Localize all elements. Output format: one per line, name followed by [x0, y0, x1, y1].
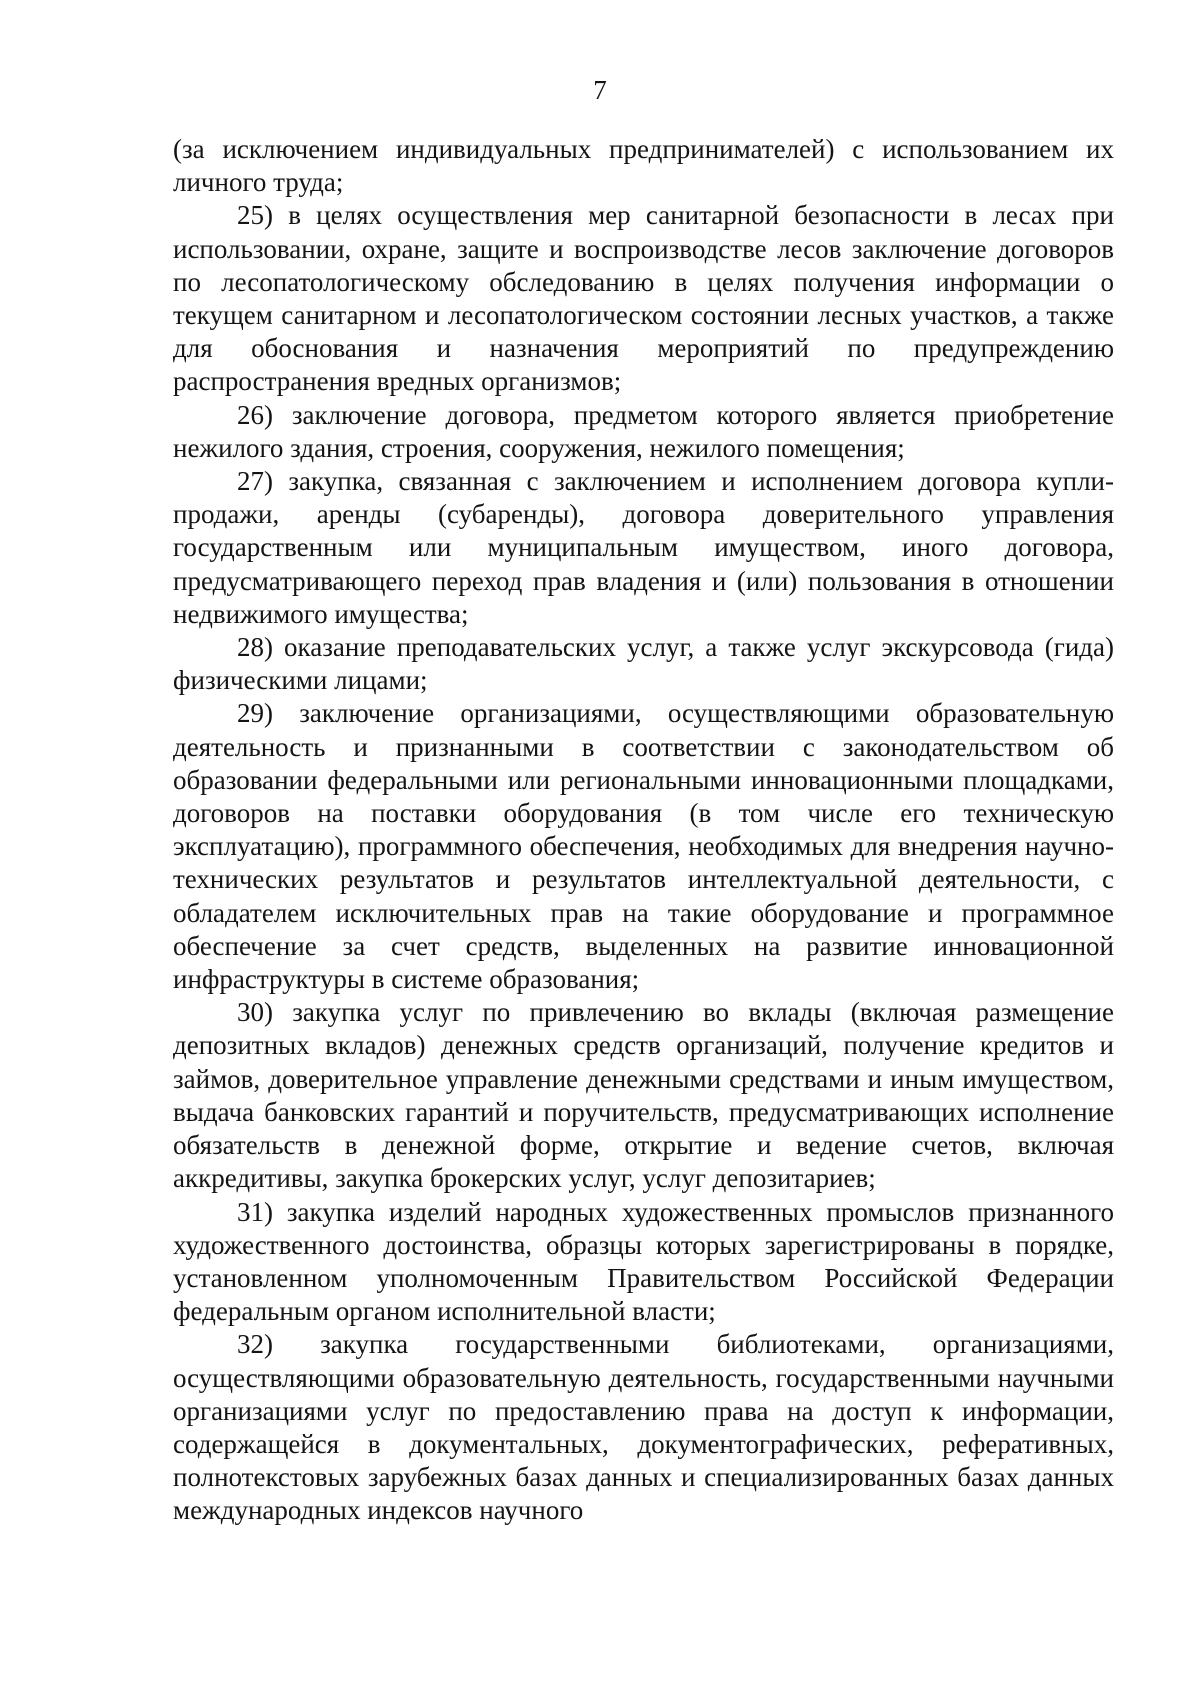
paragraph-continuation: (за исключением индивидуальных предпринимателей) с использованием их личного труда;	[173, 134, 1114, 198]
page-number: 7	[593, 75, 607, 105]
paragraph-item-27: 27) закупка, связанная с заключением и исполнением договора купли-продажи, аренды (субаренды), договора доверительного управления государственным или муниципальным имуществом, иного договора, предусматривающего переход прав владения и (или) пользования в отношении недвижимого имущества;	[173, 466, 1114, 629]
paragraph-item-32: 32) закупка государственными библиотеками, организациями, осуществляющими образовательную деятельность, государственными научными организациями услуг по предоставлению права на доступ к информации, содержащейся в документальных, документографических, реферативных, полнотекстовых зарубежных базах данных и специализированных базах данных международных индексов научного	[173, 1329, 1114, 1526]
paragraph-item-28: 28) оказание преподавательских услуг, а также услуг экскурсовода (гида) физическими лицами;	[173, 632, 1114, 696]
document-body	[173, 133, 1114, 1528]
paragraph-item-25: 25) в целях осуществления мер санитарной безопасности в лесах при использовании, охране, защите и воспроизводстве лесов заключение договоров по лесопатологическому обследованию в целях получения информации о текущем санитарном и лесопатологическом состоянии лесных участков, а также для обоснования и назначения мероприятий по предупреждению распространения вредных организмов;	[173, 200, 1114, 397]
paragraph-item-31: 31) закупка изделий народных художественных промыслов признанного художественного достоинства, образцы которых зарегистрированы в порядке, установленном уполномоченным Правительством Российской Федерации федеральным органом исполнительной власти;	[173, 1196, 1114, 1327]
paragraph-item-26: 26) заключение договора, предметом которого является приобретение нежилого здания, строения, сооружения, нежилого помещения;	[173, 399, 1114, 463]
paragraph-item-30: 30) закупка услуг по привлечению во вклады (включая размещение депозитных вкладов) денежных средств организаций, получение кредитов и займов, доверительное управление денежными средствами и иным имуществом, выдача банковских гарантий и поручительств, предусматривающих исполнение обязательств в денежной форме, открытие и ведение счетов, включая аккредитивы, закупка брокерских услуг, услуг депозитариев;	[173, 997, 1114, 1194]
paragraph-item-29: 29) заключение организациями, осуществляющими образовательную деятельность и признанными в соответствии с законодательством об образовании федеральными или региональными инновационными площадками, договоров на поставки оборудования (в том числе его техническую эксплуатацию), программного обеспечения, необходимых для внедрения научно-технических результатов и результатов интеллектуальной деятельности, с обладателем исключительных прав на такие оборудование и программное обеспечение за счет средств, выделенных на развитие инновационной инфраструктуры в системе образования;	[173, 698, 1114, 995]
